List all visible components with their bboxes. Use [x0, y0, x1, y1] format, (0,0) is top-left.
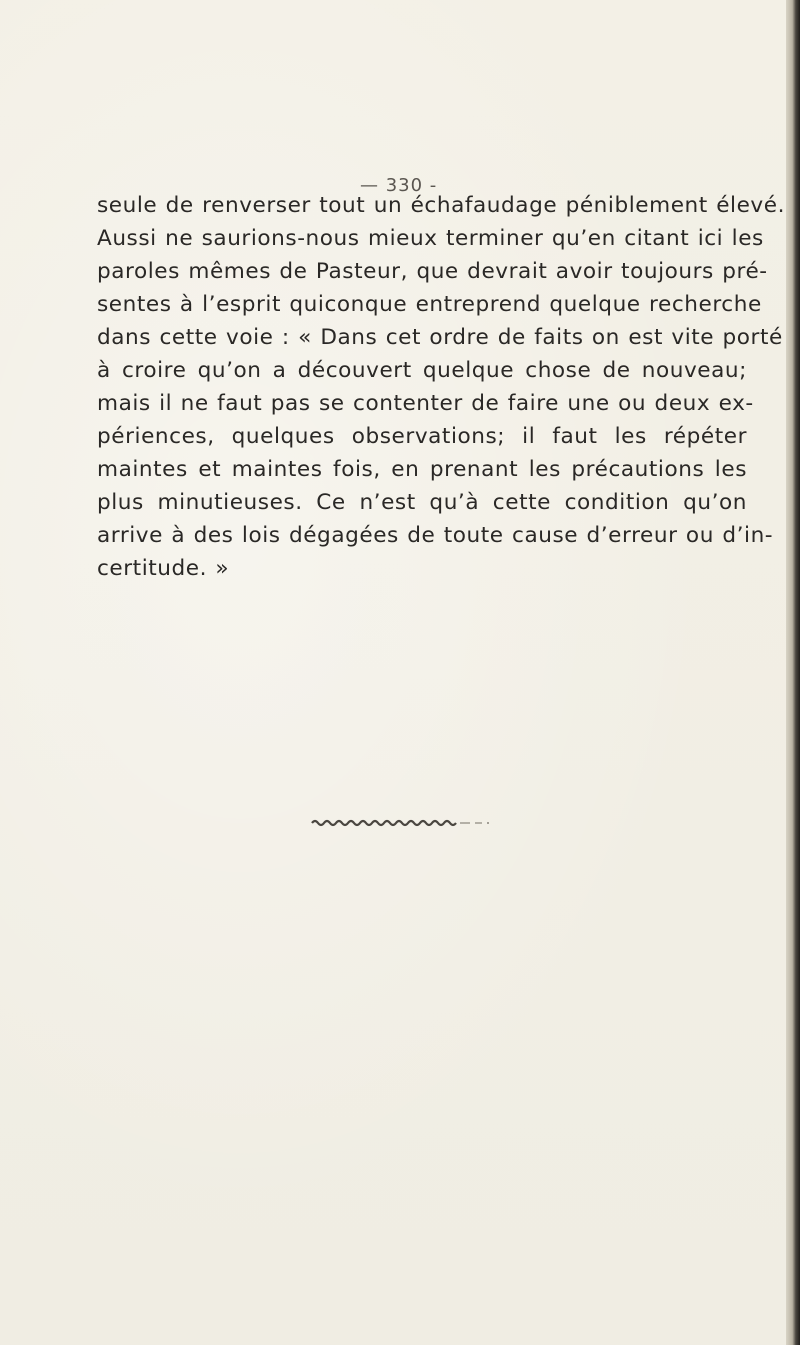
text-line: seule de renverser tout un échafaudage péniblement élevé. [97, 193, 785, 218]
text-line: mais il ne faut pas se contenter de faire une ou deux ex- [97, 391, 754, 416]
text-line: dans cette voie : « Dans cet ordre de faits on est vite porté [97, 325, 783, 350]
page-binding-edge [786, 0, 800, 1345]
text-line: Aussi ne saurions-nous mieux terminer qu’en citant ici les [97, 226, 764, 251]
text-line: paroles mêmes de Pasteur, que devrait avoir toujours pré- [97, 259, 768, 284]
body-text [97, 189, 785, 585]
text-line: à croire qu’on a découvert quelque chose de nouveau; [97, 358, 747, 383]
text-line: sentes à l’esprit quiconque entreprend quelque recherche [97, 292, 762, 317]
tail-ornament-icon [310, 818, 500, 828]
text-line: certitude. » [97, 556, 230, 581]
text-line: plus minutieuses. Ce n’est qu’à cette condition qu’on [97, 490, 747, 515]
text-line: périences, quelques observations; il faut les répéter [97, 424, 747, 449]
page-number: — 330 - [360, 175, 438, 196]
text-line: arrive à des lois dégagées de toute cause d’erreur ou d’in- [97, 523, 774, 548]
text-line: maintes et maintes fois, en prenant les précautions les [97, 457, 747, 482]
